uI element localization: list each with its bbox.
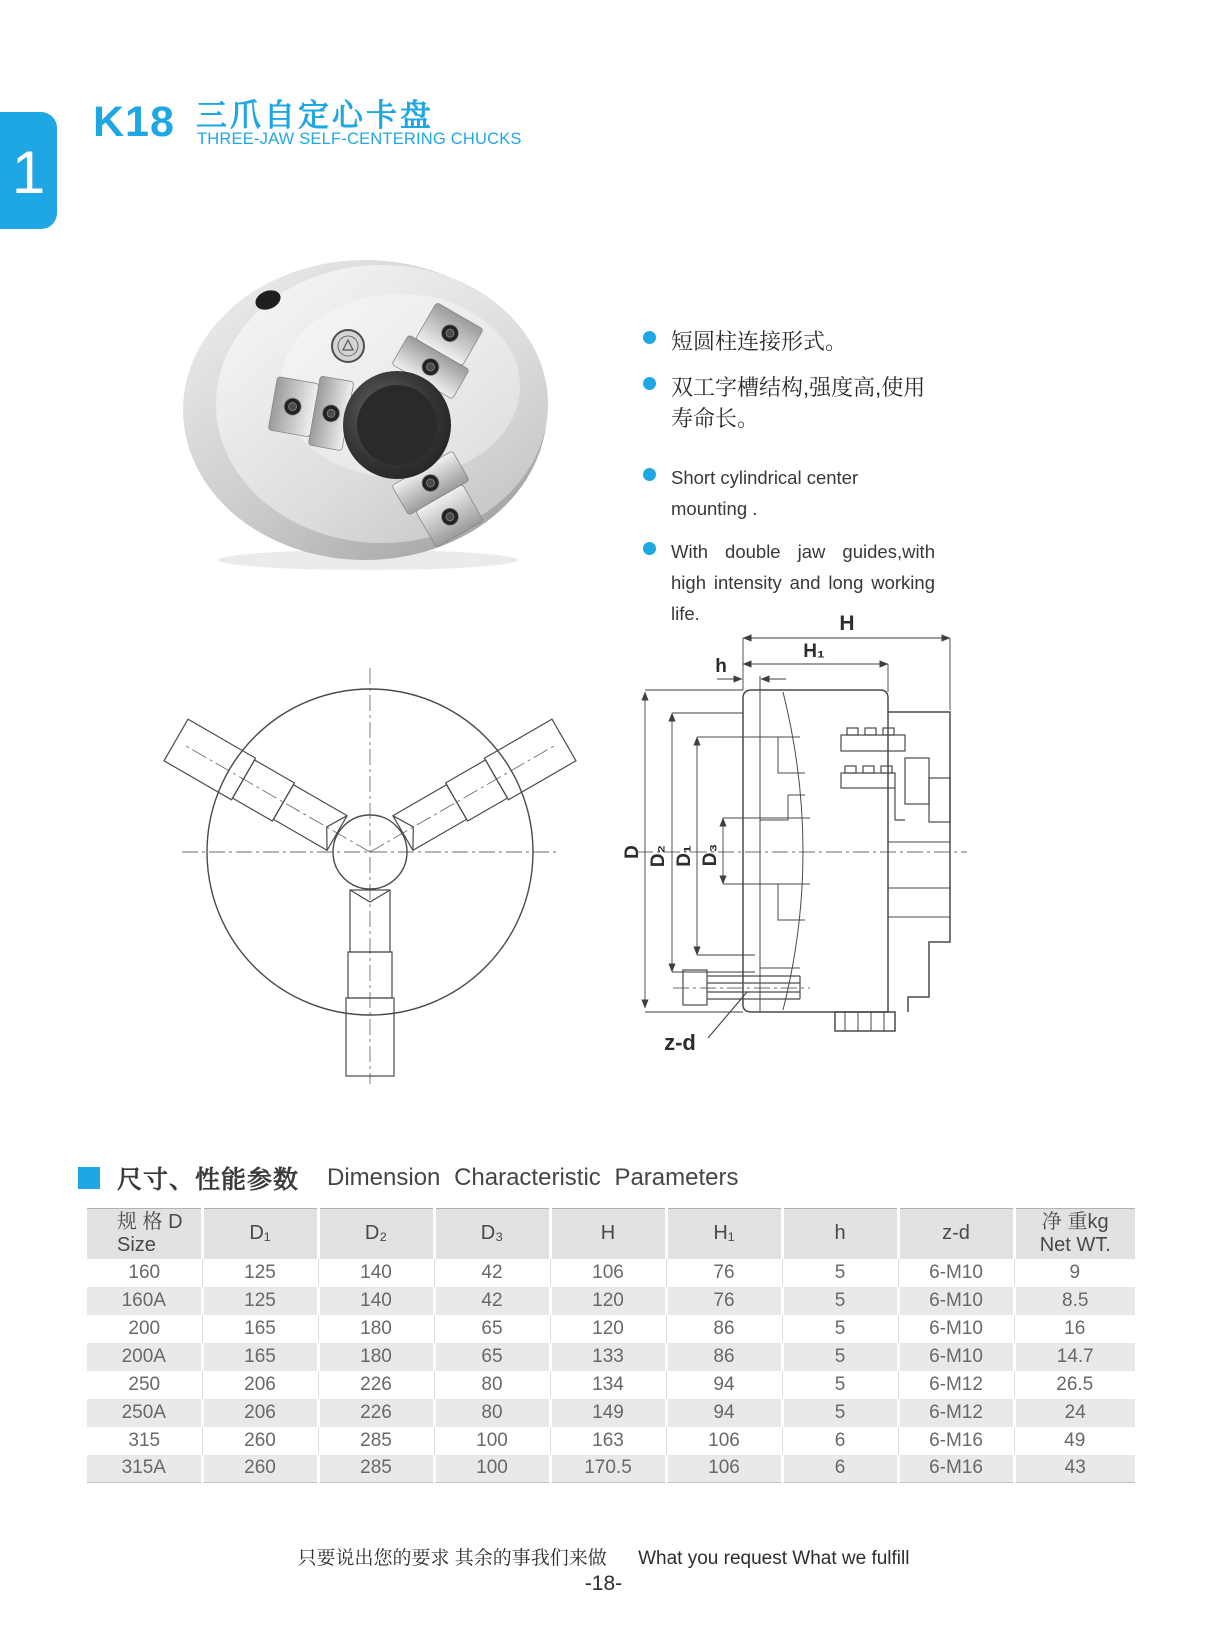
- feature-text-cn: 短圆柱连接形式。: [671, 329, 848, 354]
- feature-item: [643, 462, 935, 536]
- dim-label-zd: z-d: [664, 1030, 696, 1055]
- cell: 134: [550, 1371, 666, 1399]
- side-view-drawing: [595, 580, 995, 1060]
- cell: 5: [782, 1399, 898, 1427]
- cell: 6-M12: [898, 1399, 1014, 1427]
- model-code: K18: [93, 98, 175, 146]
- dim-label-D2: D₂: [648, 844, 669, 868]
- cell: 315A: [87, 1455, 202, 1483]
- cell: 100: [434, 1427, 550, 1455]
- cell: 43: [1064, 1457, 1086, 1479]
- cell: 49: [1064, 1429, 1086, 1451]
- section-marker-icon: [78, 1167, 100, 1189]
- cell: 5: [782, 1371, 898, 1399]
- feature-text-en: Short cylindrical center mounting .: [671, 467, 859, 519]
- cell: 165: [202, 1343, 318, 1371]
- cell: 160A: [87, 1287, 202, 1315]
- centerlines: [182, 668, 558, 1084]
- feature-text-cn: 双工字槽结构,强度高,使用寿命长。: [671, 375, 926, 431]
- cell: 8.5: [1062, 1289, 1089, 1311]
- bullet-icon: [643, 542, 656, 555]
- cell: 6: [782, 1455, 898, 1483]
- cell: 260: [202, 1427, 318, 1455]
- table-header-row: [87, 1209, 1135, 1259]
- cell: 6: [782, 1427, 898, 1455]
- logo-badge: [332, 330, 364, 362]
- cell: 42: [434, 1259, 550, 1287]
- cell: 5: [782, 1315, 898, 1343]
- bullet-icon: [643, 468, 656, 481]
- cell: 250: [87, 1371, 202, 1399]
- bullet-icon: [643, 377, 656, 390]
- page-title-en: THREE-JAW SELF-CENTERING CHUCKS: [197, 130, 522, 148]
- cell: 149: [550, 1399, 666, 1427]
- cell: 140: [318, 1259, 434, 1287]
- cell: 226: [318, 1399, 434, 1427]
- cell: 26.5: [1056, 1373, 1094, 1395]
- cell: 100: [434, 1455, 550, 1483]
- footer-slogan-en: What you request What we fulfill: [638, 1548, 910, 1569]
- cell: 165: [202, 1315, 318, 1343]
- dim-label-D3: D₃: [700, 843, 721, 867]
- cell: 94: [666, 1371, 782, 1399]
- col-header-d2: D₂: [318, 1209, 434, 1259]
- cell: 80: [434, 1399, 550, 1427]
- feature-item: [643, 325, 935, 371]
- cell: 76: [666, 1287, 782, 1315]
- feature-text-en: With double jaw guides,with high intensity and long working life.: [671, 541, 935, 624]
- cell: 86: [666, 1343, 782, 1371]
- cell: 260: [202, 1455, 318, 1483]
- cell: 24: [1064, 1401, 1086, 1423]
- col-header-h-cap: H: [550, 1209, 666, 1259]
- dim-label-D1: D₁: [674, 845, 695, 867]
- cell: 42: [434, 1287, 550, 1315]
- table-row: [87, 1427, 1135, 1455]
- col-header-h: h: [782, 1209, 898, 1259]
- col-header-d1: D₁: [202, 1209, 318, 1259]
- table-row: [87, 1399, 1135, 1427]
- cell: 160: [87, 1259, 202, 1287]
- cell: 5: [782, 1259, 898, 1287]
- cell: 16: [1064, 1317, 1086, 1339]
- table-row: [87, 1455, 1135, 1483]
- footer-slogan: [0, 1543, 1207, 1570]
- cell: 120: [550, 1287, 666, 1315]
- cell: 6-M12: [898, 1371, 1014, 1399]
- cell: 5: [782, 1287, 898, 1315]
- col-header-weight: 净 重kg Net WT.: [1039, 1210, 1111, 1256]
- footer-slogan-cn: 只要说出您的要求 其余的事我们来做: [297, 1548, 607, 1569]
- cell: 106: [666, 1455, 782, 1483]
- cell: 6-M10: [898, 1259, 1014, 1287]
- cell: 86: [666, 1315, 782, 1343]
- section-heading: [78, 1160, 738, 1196]
- cell: 106: [550, 1259, 666, 1287]
- dimension-lines: [645, 638, 950, 1012]
- product-photo: [150, 238, 570, 578]
- cell: 125: [202, 1287, 318, 1315]
- bolt-zd: [683, 970, 800, 1038]
- cell: 206: [202, 1371, 318, 1399]
- cell: 285: [318, 1455, 434, 1483]
- cell: 9: [1069, 1261, 1081, 1283]
- dim-label-H: H: [839, 612, 855, 635]
- col-header-h1: H₁: [666, 1209, 782, 1259]
- table-row: [87, 1343, 1135, 1371]
- chapter-number: 1: [11, 139, 46, 206]
- cell: 200: [87, 1315, 202, 1343]
- cell: 133: [550, 1343, 666, 1371]
- cell: 14.7: [1056, 1345, 1094, 1367]
- dim-label-H1: H₁: [803, 641, 825, 662]
- cell: 125: [202, 1259, 318, 1287]
- bullet-icon: [643, 331, 656, 344]
- cell: 120: [550, 1315, 666, 1343]
- cell: 76: [666, 1259, 782, 1287]
- cell: 6-M16: [898, 1455, 1014, 1483]
- cell: 94: [666, 1399, 782, 1427]
- cell: 163: [550, 1427, 666, 1455]
- page-number: -18-: [584, 1572, 623, 1595]
- cell: 6-M10: [898, 1287, 1014, 1315]
- feature-item: [643, 371, 935, 448]
- chapter-tab: [0, 112, 57, 229]
- cell: 6-M10: [898, 1315, 1014, 1343]
- col-header-d3: D₃: [434, 1209, 550, 1259]
- cell: 206: [202, 1399, 318, 1427]
- col-header-zd: z-d: [898, 1209, 1014, 1259]
- cell: 200A: [87, 1343, 202, 1371]
- cell: 315: [87, 1427, 202, 1455]
- body-details: [697, 676, 950, 1031]
- cell: 106: [666, 1427, 782, 1455]
- dimension-labels: [622, 612, 855, 1055]
- cell: 140: [318, 1287, 434, 1315]
- cell: 170.5: [550, 1455, 666, 1483]
- dim-label-h: h: [715, 656, 727, 677]
- page-title-cn: 三爪自定心卡盘: [196, 98, 434, 133]
- front-view-drawing: [160, 648, 590, 1088]
- jaw-section: [841, 728, 950, 822]
- cell: 285: [318, 1427, 434, 1455]
- cell: 65: [434, 1315, 550, 1343]
- col-header-size: 规 格 D Size: [87, 1209, 202, 1259]
- table-row: [87, 1315, 1135, 1343]
- dim-label-D: D: [622, 845, 643, 859]
- cell: 5: [782, 1343, 898, 1371]
- section-title-en: Dimension Characteristic Parameters: [327, 1164, 739, 1191]
- table-row: [87, 1287, 1135, 1315]
- table-row: [87, 1371, 1135, 1399]
- cell: 65: [434, 1343, 550, 1371]
- cell: 80: [434, 1371, 550, 1399]
- body-outline: [743, 690, 950, 1031]
- dimension-table: [87, 1208, 1135, 1483]
- table-row: [87, 1259, 1135, 1287]
- cell: 6-M16: [898, 1427, 1014, 1455]
- cell: 180: [318, 1343, 434, 1371]
- section-title-cn: 尺寸、性能参数: [117, 1166, 300, 1194]
- cell: 250A: [87, 1399, 202, 1427]
- cell: 6-M10: [898, 1343, 1014, 1371]
- cell: 226: [318, 1371, 434, 1399]
- cell: 180: [318, 1315, 434, 1343]
